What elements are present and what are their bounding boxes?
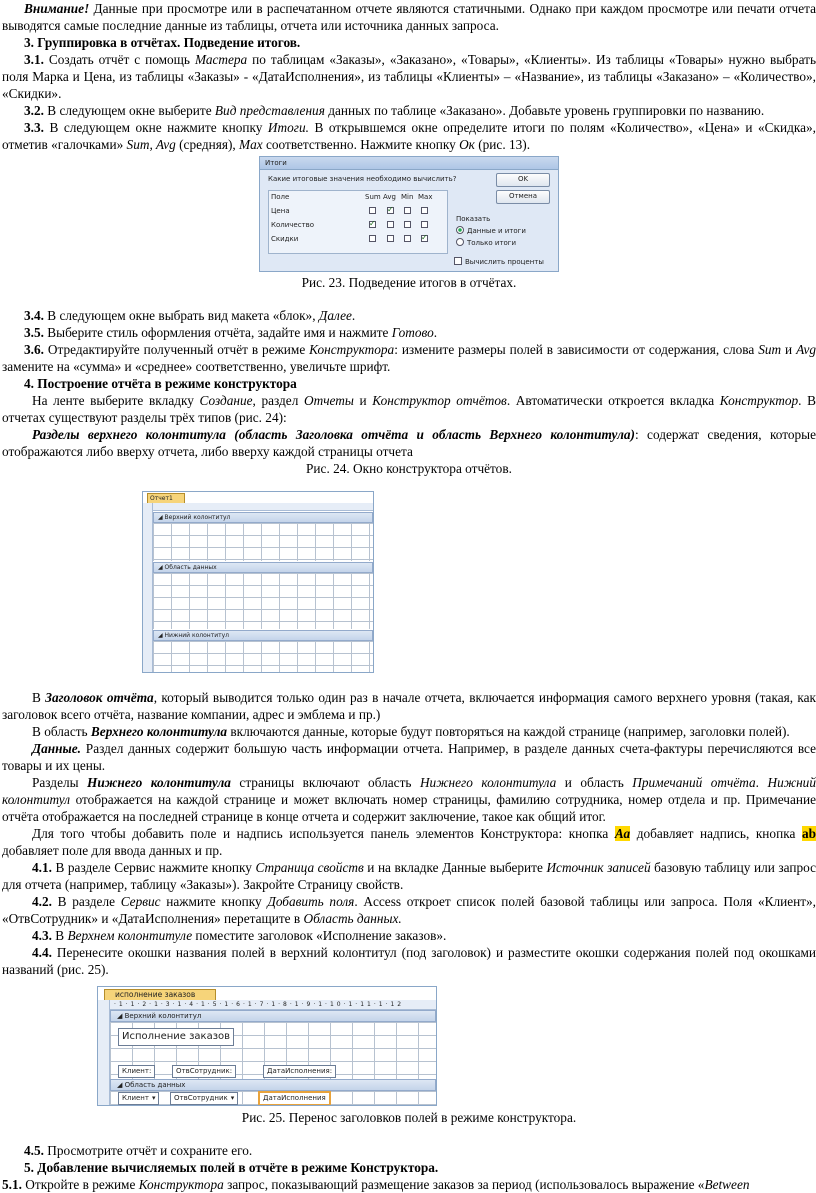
- attention-label: Внимание!: [24, 1, 90, 16]
- dialog-titlebar: Итоги: [260, 157, 558, 170]
- report-designer-fields-screenshot: [97, 986, 437, 1106]
- radio-totals-only[interactable]: Только итоги: [456, 238, 526, 248]
- avg-checkbox[interactable]: [387, 235, 394, 242]
- min-checkbox[interactable]: [404, 235, 411, 242]
- date-field[interactable]: ДатаИсполнения: [258, 1091, 331, 1106]
- label-tool-icon: Аа: [614, 826, 631, 841]
- report-designer-screenshot: [142, 491, 374, 673]
- heading-section-5: 5. Добавление вычисляемых полей в отчёте в режиме Конструктора.: [24, 1160, 439, 1175]
- paragraph-attention: Внимание! Данные при просмотре или в распечатанном отчете являются статичными. Однако при каждом просмотре или печати отчета выводятся самые последние данные из таблицы, отчета или источника данных запроса.: [2, 1, 816, 33]
- item-4-2: 4.2. В разделе Сервис нажмите кнопку Добавить поля. Access откроет список полей базовой таблицы или запроса. Поля «Клиент», «ОтвСотрудник» и «ДатаИсполнения» перетащите в Область данных.: [2, 894, 816, 926]
- item-4-5: 4.5. Просмотрите отчёт и сохраните его.: [24, 1143, 253, 1158]
- section-detail[interactable]: ◢ Область данных: [153, 562, 373, 573]
- horizontal-ruler: ·1·1·2·1·3·1·4·1·5·1·6·1·7·1·8·1·9·1·10·1·11·1·12: [110, 1000, 436, 1010]
- horizontal-ruler: [153, 503, 373, 511]
- item-3-1: 3.1. Создать отчёт с помощь Мастера по таблицам «Заказы», «Заказано», «Товары», «Клиенты». Из таблицы «Товары» нужно выбрать поля Марка и Цена, из таблицы «Заказы» - «ДатаИсполнения», из таблицы «Клиенты» – «Название», из таблицы «Заказано» – «Количество», «Скидки».: [2, 52, 816, 101]
- item-3-4: 3.4. В следующем окне выбрать вид макета «блок», Далее.: [24, 308, 356, 323]
- totals-row: Количество ✓: [271, 221, 445, 231]
- date-caption-label[interactable]: ДатаИсполнения:: [263, 1065, 336, 1078]
- sum-checkbox[interactable]: [369, 235, 376, 242]
- section-page-footer[interactable]: ◢ Нижний колонтитул: [153, 630, 373, 641]
- item-3-6: 3.6. Отредактируйте полученный отчёт в режиме Конструктора: измените размеры полей в зависимости от содержания, слова Sum и Avg замените на «сумма» и «среднее» соответственно, увеличьте шрифт.: [2, 342, 816, 374]
- radio-icon: [456, 238, 464, 246]
- page-header-grid: [153, 523, 373, 561]
- paragraph-header-sections: Разделы верхнего колонтитула (область Заголовка отчёта и область Верхнего колонтитула): содержат сведения, которые отображаются либо вверху отчета, либо вверху каждой страницы отчета: [2, 427, 816, 459]
- totals-dialog-screenshot: [259, 156, 559, 272]
- paragraph-data: Данные. Раздел данных содержит большую часть информации отчета. Например, в разделе данных счета-фактуры перечисляются все товары и их цены.: [2, 741, 816, 773]
- calc-percent-checkbox[interactable]: Вычислить проценты: [454, 257, 544, 267]
- figure-25-caption: Рис. 25. Перенос заголовков полей в режиме конструктора.: [241, 1110, 577, 1125]
- employee-field[interactable]: ОтвСотрудник ▾: [170, 1092, 238, 1105]
- figure-24-caption: Рис. 24. Окно конструктора отчётов.: [306, 461, 512, 476]
- paragraph-report-header: В Заголовок отчёта, который выводится только один раз в начале отчета, включается информация самого верхнего уровня (такая, как заголовок всего отчёта, название компании, адрес и эмблема и пр.): [2, 690, 816, 722]
- employee-caption-label[interactable]: ОтвСотрудник:: [172, 1065, 236, 1078]
- page-footer-grid: [153, 641, 373, 672]
- item-3-2: 3.2. В следующем окне выберите Вид представления данных по таблице «Заказано». Добавьте уровень группировки по названию.: [24, 103, 765, 118]
- paragraph-page-header: В область Верхнего колонтитула включаются данные, которые будут повторяться на каждой странице (например, заголовки полей).: [32, 724, 790, 739]
- totals-grid: Поле Sum Avg Min Max Цена ✓ Количество ✓ Скидки ✓: [268, 190, 448, 254]
- client-field[interactable]: Клиент ▾: [118, 1092, 159, 1105]
- show-options-group: Показать Данные и итоги Только итоги: [456, 215, 526, 247]
- avg-checkbox[interactable]: [387, 207, 394, 214]
- totals-row: Цена ✓: [271, 207, 445, 217]
- section-detail[interactable]: ◢ Область данных: [110, 1079, 436, 1091]
- detail-grid: [153, 573, 373, 629]
- max-checkbox[interactable]: [421, 207, 428, 214]
- paragraph-toolbox: Для того чтобы добавить поле и надпись используется панель элементов Конструктора: кнопка Аа добавляет надпись, кнопка ab добавляет поле для ввода данных и пр.: [2, 826, 816, 858]
- ok-button[interactable]: OK: [496, 173, 550, 187]
- max-checkbox[interactable]: [421, 221, 428, 228]
- avg-checkbox[interactable]: [387, 221, 394, 228]
- dialog-question: Какие итоговые значения необходимо вычислить?: [268, 175, 457, 183]
- cancel-button[interactable]: Отмена: [496, 190, 550, 204]
- radio-data-totals[interactable]: Данные и итоги: [456, 226, 526, 236]
- vertical-ruler: [143, 503, 153, 672]
- item-3-3: 3.3. В следующем окне нажмите кнопку Итоги. В открывшемся окне определите итоги по полям «Количество», «Цена» и «Скидка», отметив «галочками» Sum, Avg (средняя), Max соответственно. Нажмите кнопку Ок (рис. 13).: [2, 120, 816, 152]
- item-4-4: 4.4. Перенесите окошки названия полей в верхний колонтитул (под заголовок) и разместите окошки содержания полей под окошками названий (рис. 25).: [2, 945, 816, 977]
- item-4-1: 4.1. В разделе Сервис нажмите кнопку Страница свойств и на вкладке Данные выберите Источник записей базовую таблицу или запрос для отчета (например, таблицу «Заказы»). Закройте Страницу свойств.: [2, 860, 816, 892]
- vertical-ruler: [98, 1000, 110, 1105]
- paragraph-footer-sections: Разделы Нижнего колонтитула страницы включают область Нижнего колонтитула и область Примечаний отчёта. Нижний колонтитул отображается на каждой странице и может включать номер страницы, фамилию сотрудника, номер отдела и пр. Примечание отчёта отображается на последней странице в конце отчета и содержит заключение, такое как общий итог.: [2, 775, 816, 824]
- item-4-3: 4.3. В Верхнем колонтитуле поместите заголовок «Исполнение заказов».: [32, 928, 447, 943]
- heading-section-4: 4. Построение отчёта в режиме конструктора: [24, 376, 297, 391]
- min-checkbox[interactable]: [404, 207, 411, 214]
- client-caption-label[interactable]: Клиент:: [118, 1065, 155, 1078]
- heading-section-3: 3. Группировка в отчётах. Подведение итогов.: [24, 35, 301, 50]
- paragraph-ribbon: На ленте выберите вкладку Создание, раздел Отчеты и Конструктор отчётов. Автоматически откроется вкладка Конструктор. В отчетах существуют разделы трёх типов (рис. 24):: [2, 393, 816, 425]
- totals-row: Скидки ✓: [271, 235, 445, 245]
- section-page-header[interactable]: ◢ Верхний колонтитул: [110, 1010, 436, 1022]
- checkbox-icon: [454, 257, 462, 265]
- max-checkbox[interactable]: [421, 235, 428, 242]
- item-5-1: 5.1. Откройте в режиме Конструктора запрос, показывающий размещение заказов за период (использовалось выражение «Between: [2, 1177, 750, 1192]
- min-checkbox[interactable]: [404, 221, 411, 228]
- report-title-label[interactable]: Исполнение заказов: [118, 1028, 234, 1046]
- textbox-tool-icon: ab: [801, 826, 816, 841]
- report-tab[interactable]: исполнение заказов: [104, 989, 216, 1001]
- sum-checkbox[interactable]: [369, 221, 376, 228]
- item-3-5: 3.5. Выберите стиль оформления отчёта, задайте имя и нажмите Готово.: [24, 325, 438, 340]
- radio-selected-icon: [456, 226, 464, 234]
- sum-checkbox[interactable]: [369, 207, 376, 214]
- figure-23-caption: Рис. 23. Подведение итогов в отчётах.: [301, 275, 517, 290]
- section-page-header[interactable]: ◢ Верхний колонтитул: [153, 512, 373, 523]
- report-tab[interactable]: Отчет1: [147, 493, 185, 504]
